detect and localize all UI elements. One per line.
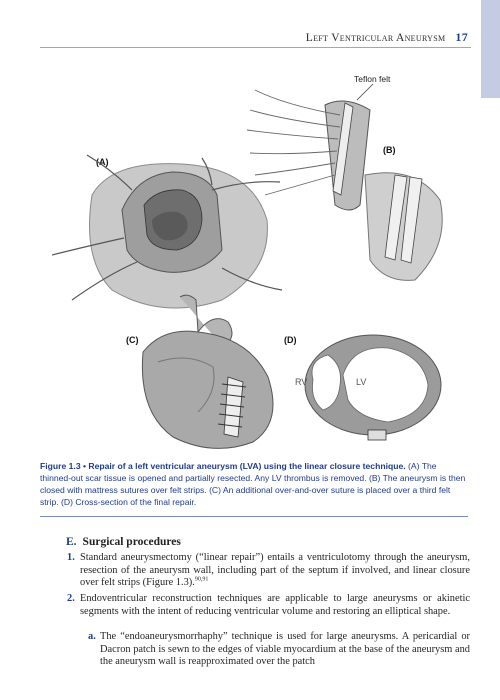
caption-rule	[40, 516, 468, 517]
label-rv: RV	[295, 377, 308, 387]
panel-label-a: (A)	[96, 157, 109, 167]
sublist-item	[88, 631, 470, 669]
section-letter: E.	[66, 536, 77, 548]
citation-refs: 90,91	[194, 576, 209, 583]
illustration-d	[278, 330, 458, 450]
caption-body: (A) The thinned-out scar tissue is opened and partially resected. Any LV thrombus is removed. (B) The aneurysm is then closed with mattress sutures over felt strips. (C) An additional over-and-over suture is placed over a third felt strip. (D) Cross-section of the final repair.	[40, 461, 466, 507]
sublist-item-text: The “endoaneurysmorrhaphy” technique is used for large aneurysms. A pericardial or Dacron patch is sewn to the edges of viable myocardium at the base of the aneurysm and the aneurysm wall is reapproximated over the patch	[100, 631, 470, 668]
figure-panel-d	[278, 330, 458, 450]
list-item-number: 1.	[67, 552, 75, 563]
list-item-text: Standard aneurysmectomy (“linear repair”) entails a ventriculotomy through the aneurysm, resection of the aneurysm wall, including part of the septum if involved, and linear closure over felt strips (Figure 1.3).	[80, 552, 470, 589]
sublist-item-number: a.	[88, 631, 96, 642]
figure-panel-b	[245, 65, 470, 285]
label-lv: LV	[356, 377, 367, 387]
panel-label-b: (B)	[383, 145, 396, 155]
illustration-b	[245, 65, 470, 285]
list-item-text: Endoventricular reconstruction techniques are applicable to large aneurysms or akinetic segments with the intent of reducing ventricular volume and restoring an elliptical shape.	[80, 593, 470, 617]
running-head	[0, 30, 468, 45]
running-title: Left Ventricular Aneurysm	[305, 32, 446, 44]
page-number: 17	[455, 30, 468, 44]
list-item	[67, 593, 470, 618]
callout-teflon-felt: Teflon felt	[354, 74, 391, 84]
panel-label-c: (C)	[126, 335, 139, 345]
panel-label-d: (D)	[284, 335, 297, 345]
section-heading	[66, 536, 181, 548]
figure-panel-c	[118, 292, 290, 452]
caption-heading: Figure 1.3 • Repair of a left ventricular aneurysm (LVA) using the linear closure technique.	[40, 461, 406, 471]
illustration-c	[118, 292, 290, 452]
list-item	[67, 552, 470, 590]
section-title: Surgical procedures	[82, 536, 181, 548]
figure-caption	[40, 460, 468, 508]
list-item-number: 2.	[67, 593, 75, 604]
header-rule	[40, 47, 471, 48]
side-thumb-tab	[481, 0, 500, 98]
